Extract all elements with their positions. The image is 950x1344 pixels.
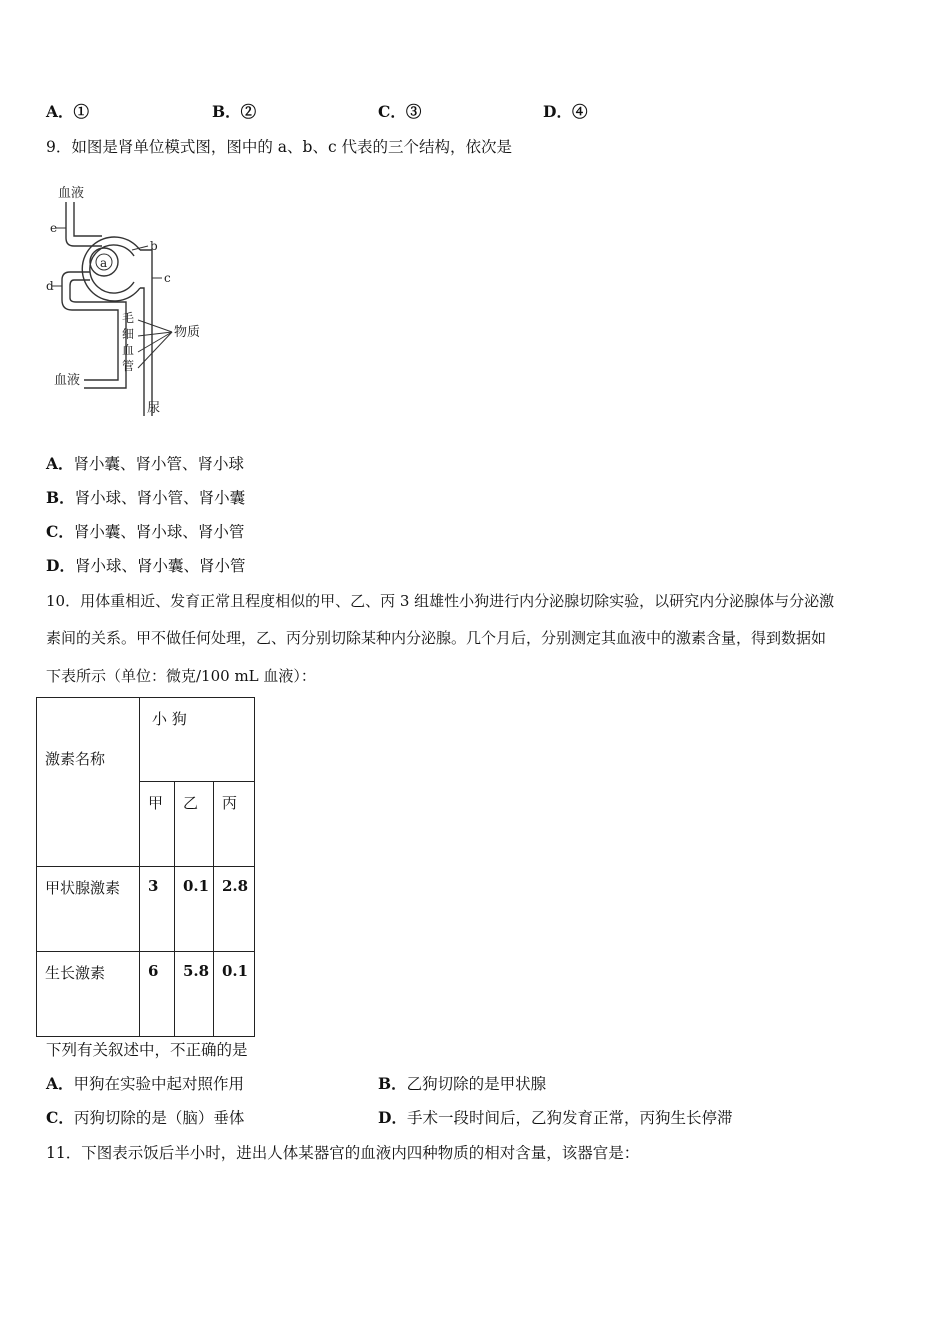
q10-option-c-letter: C． [46,1108,74,1127]
table-cell-value: 5.8 [175,952,214,1037]
table-header-hormone-name: 激素名称 [37,698,140,867]
q9-option-d [46,556,245,576]
table-cell-value: 3 [140,867,175,952]
table-header-dog-jia: 甲 [140,782,175,867]
q10-option-d-text: 手术一段时间后，乙狗发育正常，丙狗生长停滞 [406,1109,733,1127]
q10-option-b [378,1074,546,1094]
table-cell-value: 6 [140,952,175,1037]
nephron-diagram [44,180,224,420]
q9-option-b-letter: B． [46,488,75,507]
table-header-dog-bing: 丙 [214,782,255,867]
q9-option-d-text: 肾小球、肾小囊、肾小管 [74,557,246,575]
diagram-capillary-char-3: 血 [122,343,135,357]
table-row [37,867,255,952]
q8-option-a: A．① [46,102,90,121]
diagram-label-a: a [100,256,108,270]
diagram-substance-label: 物质 [174,325,201,340]
q10-option-a-letter: A． [46,1074,74,1093]
q10-option-d-letter: D． [378,1108,407,1127]
q10-option-a-text: 甲狗在实验中起对照作用 [73,1075,245,1093]
q9-option-c [46,522,244,542]
q10-option-c-text: 丙狗切除的是（脑）垂体 [73,1109,245,1127]
q9-option-d-letter: D． [46,556,75,575]
q9-option-b-text: 肾小球、肾小管、肾小囊 [74,489,246,507]
q10-option-b-letter: B． [378,1074,407,1093]
table-row [37,952,255,1037]
q9-option-c-letter: C． [46,522,74,541]
hormone-table [36,697,255,1037]
diagram-capillary-char-4: 管 [122,359,135,373]
q8-option-b: B．② [212,102,257,121]
table-cell-hormone: 生长激素 [37,952,140,1037]
diagram-label-b: b [150,239,158,253]
diagram-capillary-char-2: 细 [122,327,135,341]
table-header-dog-yi: 乙 [175,782,214,867]
table-cell-value: 2.8 [214,867,255,952]
q10-stem-line-1: 10．用体重相近、发育正常且程度相似的甲、乙、丙 3 组雄性小狗进行内分泌腺切除实验，以研究内分泌腺体与分泌激 [46,592,835,610]
q10-question: 下列有关叙述中，不正确的是 [46,1041,248,1059]
q10-option-a [46,1074,244,1094]
q10-stem-line-3: 下表所示（单位：微克/100 mL 血液）： [46,667,316,685]
q9-option-a-text: 肾小囊、肾小管、肾小球 [73,455,245,473]
q10-option-c [46,1108,244,1128]
diagram-urine-label: 尿 [147,401,161,416]
q8-option-c: C．③ [378,102,422,121]
q8-option-d: D．④ [543,102,588,121]
q9-option-a-letter: A． [46,454,74,473]
diagram-blood-out-label: 血液 [54,373,81,388]
q9-option-b [46,488,245,508]
diagram-blood-in-label: 血液 [58,186,85,201]
q9-stem: 9．如图是肾单位模式图，图中的 a、b、c 代表的三个结构，依次是 [46,138,513,156]
diagram-label-d: d [46,279,54,293]
table-cell-value: 0.1 [175,867,214,952]
table-cell-value: 0.1 [214,952,255,1037]
table-header-dogs: 小 狗 [140,698,255,782]
diagram-capillary-char-1: 毛 [122,311,135,325]
diagram-label-c: c [164,271,171,285]
q10-option-d [378,1108,732,1128]
diagram-label-e: e [50,221,58,235]
q11-stem: 11．下图表示饭后半小时，进出人体某器官的血液内四种物质的相对含量，该器官是： [46,1144,640,1162]
q9-option-c-text: 肾小囊、肾小球、肾小管 [73,523,245,541]
q9-option-a [46,454,244,474]
table-cell-hormone: 甲状腺激素 [37,867,140,952]
q10-option-b-text: 乙狗切除的是甲状腺 [406,1075,547,1093]
q10-stem-line-2: 素间的关系。甲不做任何处理，乙、丙分别切除某种内分泌腺。几个月后，分别测定其血液中的激素含量，得到数据如 [46,629,827,647]
